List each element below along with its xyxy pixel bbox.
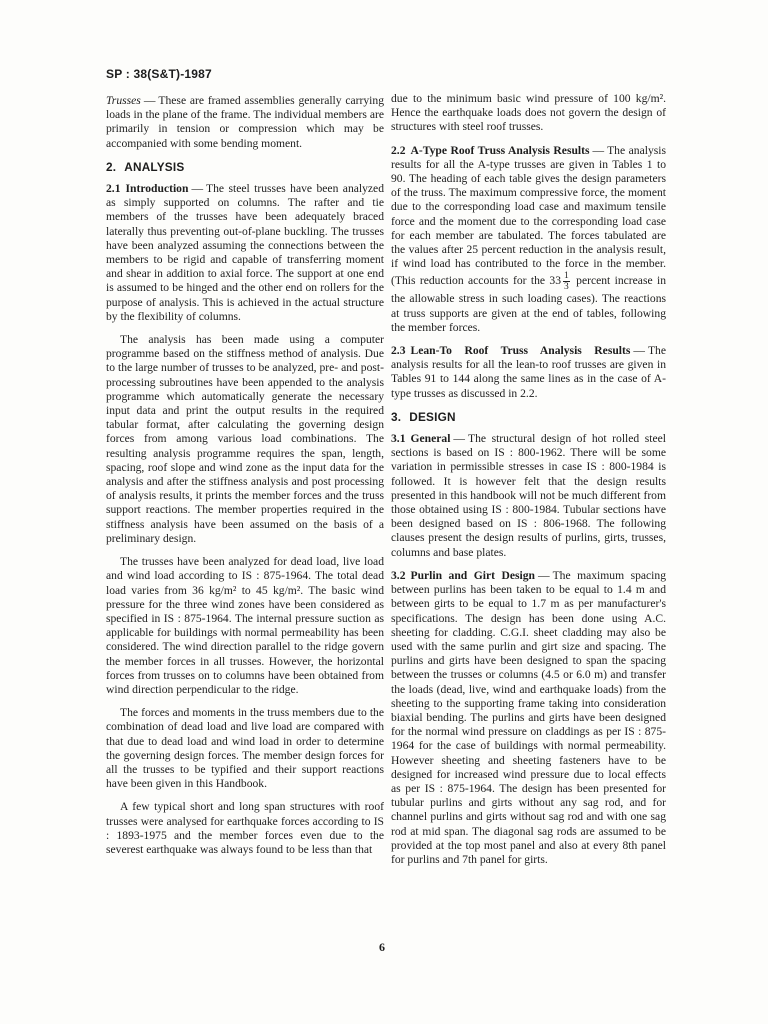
- subsection-number: 2.1: [106, 182, 121, 196]
- earthquake-paragraph: A few typical short and long span structures with roof trusses were analysed for earthquake forces according to IS : 1893-1975 and the member forces even due to the severest earthquake was always found to be less than that: [106, 800, 384, 856]
- em-dash: —: [592, 143, 605, 157]
- lean-to-results-paragraph: [391, 344, 666, 401]
- em-dash: —: [453, 432, 466, 446]
- trusses-term: Trusses: [106, 94, 141, 107]
- page-number: 6: [379, 940, 385, 954]
- purlin-girt-text: The maximum spacing between purlins has been taken to be equal to 1.4 m and between girts to be equal to 1.7 m as per manufacturer's specifications. The design has been done using A.C. sheeting for cladding. C.G.I. sheet cladding may also be used with the same purlin and girt size and spacing. The purlins and girts have been designed to span the spacing between the trusses or columns (4.5 or 6.0 m) and transfer the loads (dead, live, wind and earthquake loads) from the sheeting to the supporting frame taking into consideration biaxial bending. The purlins and girts have been designed for the normal wind pressure on claddings as per IS : 875-1964 for the case of buildings with normal permeability. However sheeting and sheeting fasteners have to be designed for increased wind pressure due to local effects as per IS : 875-1964. The design has been presented for tubular purlins and girts without any sag rod, and for channel purlins and girts without sag rod and with one sag rod at mid span. The diagonal sag rods are assumed to be provided at the top most panel and also at every 8th panel for purlins and 7th panel for girts.: [391, 568, 666, 866]
- trusses-definition-paragraph: [106, 94, 384, 151]
- fraction-numerator: 1: [564, 271, 569, 282]
- general-paragraph: [391, 432, 666, 560]
- a-type-text-part1: The analysis results for all the A-type trusses are given in Tables 1 to 90. The heading of each table gives the design parameters of the truss. The maximum compressive force, the moment due to the corresponding load case and maximum tensile force and the moment due to the corresponding load case for each member are tabulated. The forces tabulated are the values after 25 percent reduction in the analysis result, if wind load has contributed to the force in the member. (This reduction accounts for the: [391, 143, 666, 288]
- general-text: The structural design of hot rolled steel sections is based on IS : 800-1962. There will be some variation in permissible stresses in case IS : 800-1984 is followed. It is however felt that the design results presented in this handbook will not be much different from those obtained using IS : 800-1984. Tubular sections have been designed based on IS : 806-1968. The following clauses present the design results of purlins, girts, trusses, columns and base plates.: [391, 432, 666, 559]
- section-heading-design: [391, 410, 666, 424]
- section-number: 3.: [391, 409, 402, 424]
- subsection-title: General: [410, 432, 451, 446]
- a-type-text-part2: percent increase in the allowable stress in such loading cases). The reactions at truss supports are given at the end of tables, following the member forces.: [391, 274, 667, 334]
- em-dash: —: [191, 182, 204, 196]
- running-head: SP : 38(S&T)-1987: [106, 67, 212, 81]
- subsection-number: 2.3: [391, 344, 406, 358]
- purlin-girt-paragraph: [391, 569, 666, 867]
- section-title: ANALYSIS: [124, 159, 185, 174]
- em-dash: —: [633, 344, 645, 358]
- section-title: DESIGN: [409, 409, 456, 424]
- subsection-number: 3.2: [391, 568, 406, 582]
- trusses-text: These are framed assemblies generally carrying loads in the plane of the frame. The individual members are primarily in tension or compression which may be accompanied with some bending moment.: [106, 94, 384, 150]
- em-dash: —: [537, 568, 550, 582]
- section-heading-analysis: [106, 160, 384, 174]
- lean-to-text: The analysis results for all the lean-to roof trusses are given in Tables 91 to 144 along the same lines as in the case of A-type trusses as discussed in 2.2.: [391, 344, 666, 400]
- right-column: [391, 92, 666, 876]
- a-type-results-paragraph: [391, 144, 666, 335]
- continuation-paragraph: due to the minimum basic wind pressure of 100 kg/m². Hence the earthquake loads does not govern the design of structures with steel roof trusses.: [391, 92, 666, 134]
- em-dash: —: [143, 94, 156, 107]
- analysis-method-paragraph: The analysis has been made using a computer programme based on the stiffness method of analysis. Due to the large number of trusses to be analyzed, pre- and post-processing subroutines have been appended to the analysis programme which automatically generate the necessary input data and print the output results in the required tabular format, after calculating the governing design forces from among various load combinations. The resulting analysis programme requires the span, length, spacing, roof slope and wind zone as the input data for the analysis and after the stiffness analysis and post processing of analysis results, it prints the member forces and the truss support reactions. The member properties required in the stiffness analysis have been assumed on the basis of a preliminary design.: [106, 333, 384, 545]
- subsection-number: 3.1: [391, 432, 406, 446]
- fraction-denominator: 3: [564, 282, 569, 293]
- introduction-paragraph: [106, 182, 384, 324]
- subsection-title: Lean-To Roof Truss Analysis Results: [410, 344, 631, 358]
- subsection-title: A-Type Roof Truss Analysis Results: [410, 143, 590, 157]
- subsection-title: Introduction: [125, 182, 189, 196]
- fraction: [563, 271, 570, 292]
- introduction-text: The steel trusses have been analyzed as simply supported on columns. The rafter and tie members of the trusses have been adequately braced laterally thus preventing out-of-plane buckling. The trusses have been analyzed assuming the connections between the members to be rigid and capable of transferring moment and shear in addition to axial force. The support at one end is assumed to be hinged and the other end on rollers for the purpose of analysis. This is achieved in the actual structure by the flexibility of columns.: [106, 182, 384, 323]
- subsection-number: 2.2: [391, 143, 406, 157]
- forces-paragraph: The forces and moments in the truss members due to the combination of dead load and live load are compared with that due to dead load and wind load in order to determine the governing design forces. The member design forces for all the trusses to be typified and their support reactions have been given in this Handbook.: [106, 706, 384, 791]
- left-column: [106, 94, 384, 866]
- section-number: 2.: [106, 159, 117, 174]
- subsection-title: Purlin and Girt Design: [410, 568, 535, 582]
- load-paragraph: The trusses have been analyzed for dead load, live load and wind load according to IS : 875-1964. The total dead load varies from 36 kg/m² to 45 kg/m². The basic wind pressure for the three wind zones have been considered as specified in IS : 875-1964. The internal pressure suction as applicable for buildings with normal permeability has been considered. The wind direction parallel to the ridge govern the member forces in all trusses. However, the horizontal forces from trusses on to columns have been obtained from wind direction perpendicular to the ridge.: [106, 555, 384, 696]
- fraction-whole: 33: [549, 274, 561, 288]
